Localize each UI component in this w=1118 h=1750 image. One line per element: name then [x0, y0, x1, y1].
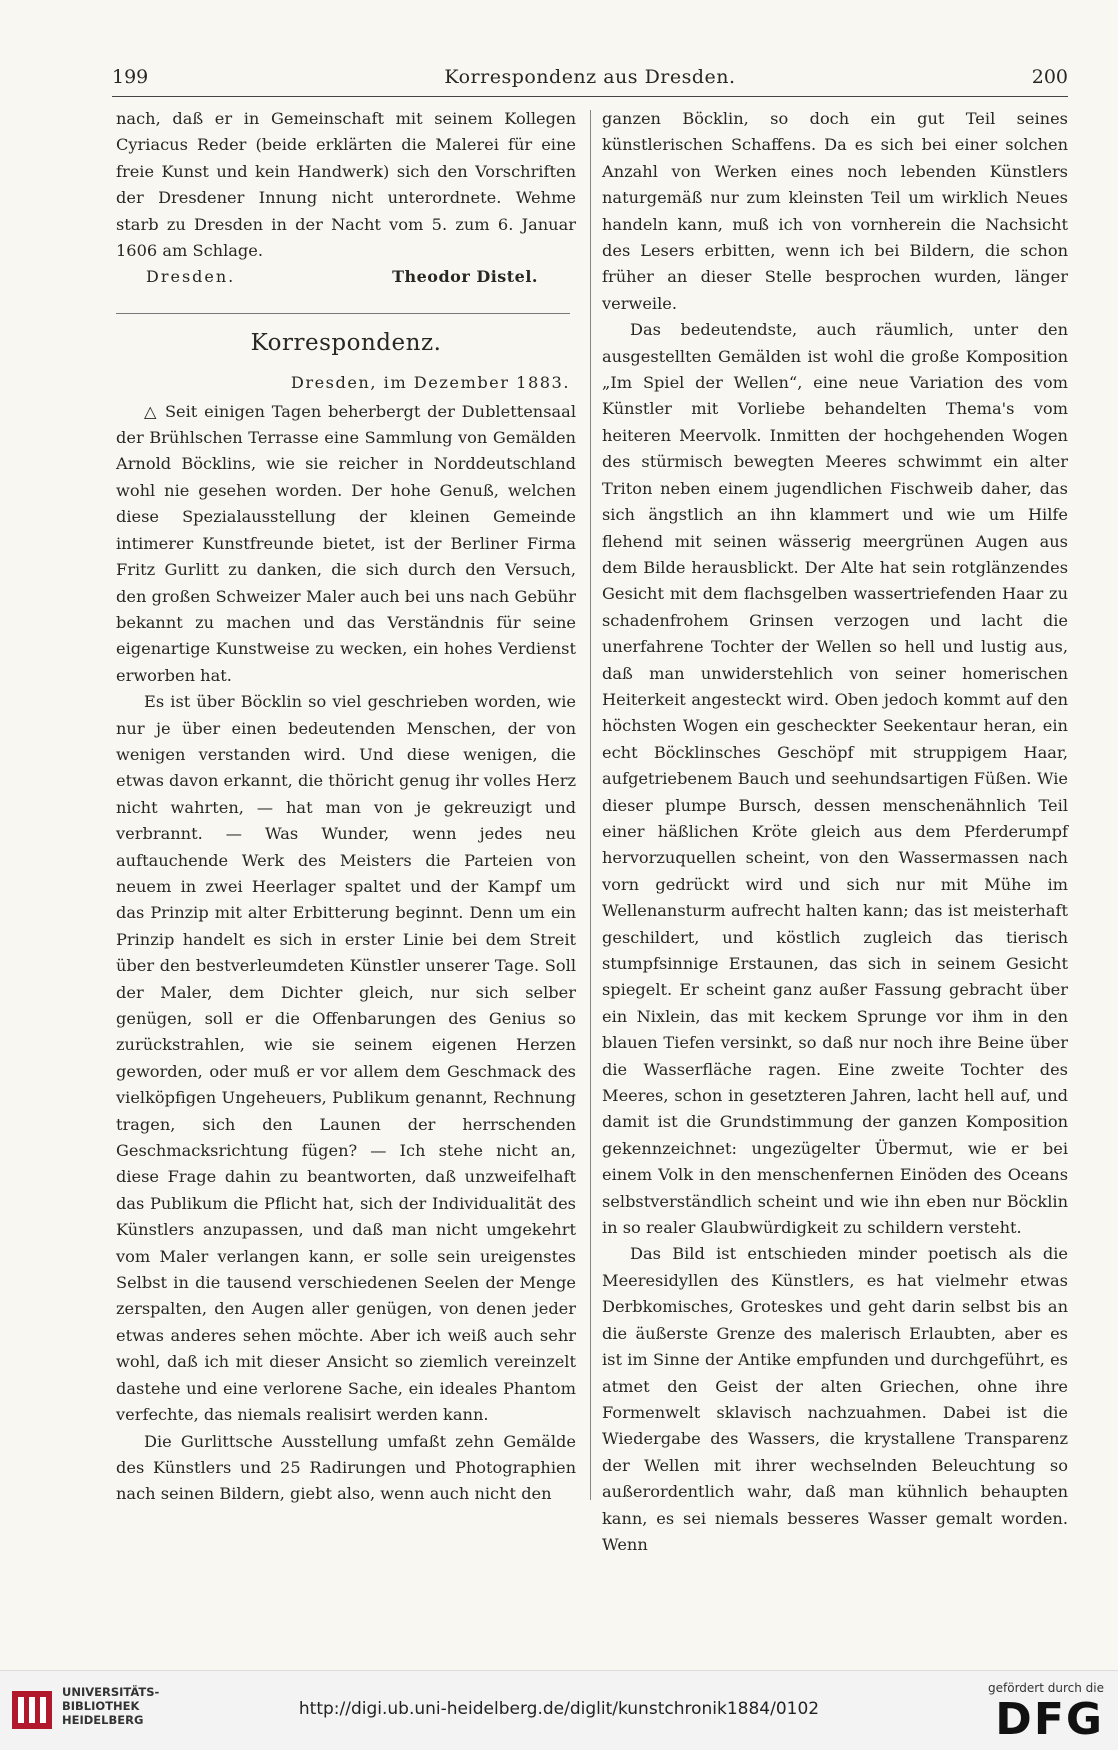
paragraph: Es ist über Böcklin so viel geschrieben worden, wie nur je über einen bedeutenden Menschen, der von wenigen verstanden wird. Und diese wenigen, die etwas davon erkannt, die thöricht genug ihr volles Herz nicht wahrten, — hat man von je gekreuzigt und verbrannt. — Was Wunder, wenn jedes neu auftauchende Werk des Meisters die Parteien von neuem in zwei Heerlager spaltet und der Kampf um das Prinzip mit alter Erbitterung beginnt. Denn um ein Prinzip handelt es sich in erster Linie bei dem Streit über den bestverleumdeten Künstler unserer Tage. Soll der Maler, dem Dichter gleich, nur sich selber genügen, soll er die Offenbarungen des Genius so zurückstrahlen, wie sie seinem eigenen Herzen geworden, oder muß er vor allem dem Geschmack des vielköpfigen Ungeheuers, Publikum genannt, Rechnung tragen, sich den Launen der herrschenden Geschmacksrichtung fügen? — Ich stehe nicht an, diese Frage dahin zu beantworten, daß unzweifelhaft das Publikum die Pflicht hat, sich der Individualität des Künstlers anzupassen, und daß man nicht umgekehrt vom Maler verlangen kann, er solle sein ureigenstes Selbst in die tausend verschiedenen Seelen der Menge zerspalten, den Augen aller genügen, von denen jeder etwas anderes sehen möchte. Aber ich weiß auch sehr wohl, daß ich mit dieser Ansicht so ziemlich vereinzelt dastehe und eine verlorene Sache, ein ideales Phantom verfechte, das niemals realisirt werden kann. [116, 692, 576, 1425]
column-divider [590, 110, 591, 1500]
left-column [116, 106, 576, 1508]
header-rule [112, 96, 1068, 97]
funder-caption: gefördert durch die [988, 1681, 1104, 1695]
library-name: UNIVERSITÄTS- BIBLIOTHEK HEIDELBERG [62, 1685, 160, 1727]
digitization-footer [0, 1670, 1118, 1750]
paragraph-continuation: ganzen Böcklin, so doch ein gut Teil seines künstlerischen Schaffens. Da es sich bei einer solchen Anzahl von Werken eines noch lebenden Künstlers naturgemäß nur zum kleinsten Teil um wirklich Neues handeln kann, muß ich von vornherein die Nachsicht des Lesers erbitten, wenn ich bei Bildern, die schon früher an dieser Stelle besprochen wurden, länger verweile. [602, 109, 1068, 313]
section-separator [116, 313, 570, 314]
page-number-left: 199 [112, 66, 149, 88]
paragraph: Das bedeutendste, auch räumlich, unter den ausgestellten Gemälden ist wohl die große Komposition „Im Spiel der Wellen“, eine neue Variation des vom Künstler mit Vorliebe behandelten Thema's vom heiteren Meervolk. Inmitten der hochgehenden Wogen des stürmisch bewegten Meeres schwimmt ein alter Triton neben einem jugendlichen Fischweib daher, das sich ängstlich an ihn klammert und wie um Hilfe flehend mit seinen wässerig meergrünen Augen aus dem Bilde herausblickt. Der Alte hat sein rotglänzendes Gesicht mit dem flachsgelben wassertriefenden Haar zu schadenfrohem Grinsen verzogen und lacht die unerfahrene Tochter der Wellen so hell und lustig aus, daß man unwiderstehlich von seiner homerischen Heiterkeit angesteckt wird. Oben jedoch kommt auf den höchsten Wogen ein gescheckter Seekentaur heran, ein echt Böcklinsches Geschöpf mit struppigem Haar, aufgetriebenem Bauch und seehundsartigen Füßen. Wie dieser plumpe Bursch, dessen menschenähnlich Teil einer häßlichen Kröte gleich aus dem Pferderumpf hervorzuquellen scheint, von den Wassermassen nach vorn gedrückt wird und sich nur mit Mühe im Wellenansturm aufrecht halten kann; das ist meisterhaft geschildert, und köstlich zugleich das tierisch stumpfsinnige Erstaunen, das sich in seinem Gesicht spiegelt. Er scheint ganz außer Fassung gebracht über ein Nixlein, das mit keckem Sprunge vor ihm in den blauen Tiefen versinkt, so daß nur noch ihre Beine über die Wasserfläche ragen. Eine zweite Tochter des Meeres, schon in gesetzteren Jahren, lacht hell auf, und damit ist die Grundstimmung der ganzen Komposition gekennzeichnet: ungezügelter Übermut, wie er bei einem Volk in den menschenfernen Einöden des Oceans selbstverständlich scheint und wie ihn eben nur Böcklin in so realer Glaubwürdigkeit zu schildern versteht. [602, 320, 1068, 1238]
page-number-right: 200 [1031, 66, 1068, 88]
paragraph-continuation: nach, daß er in Gemeinschaft mit seinem Kollegen Cyriacus Reder (beide erklärten die Malerei für eine freie Kunst und kein Handwerk) sich den Vorschriften der Dresdener Innung nicht unterordnete. Wehme starb zu Dresden in der Nacht vom 5. zum 6. Januar 1606 am Schlage. [116, 109, 576, 261]
page-header [112, 66, 1068, 94]
running-title: Korrespondenz aus Dresden. [444, 66, 736, 88]
right-column [602, 106, 1068, 1558]
dateline: Dresden, im Dezember 1883. [290, 373, 570, 393]
section-title: Korrespondenz. [250, 329, 442, 356]
permalink-url[interactable]: http://digi.ub.uni-heidelberg.de/diglit/kunstchronik1884/0102 [298, 1699, 820, 1719]
signoff-place: Dresden. [146, 267, 236, 287]
article-signoff [116, 264, 576, 290]
dfg-logo-icon: DFG [995, 1694, 1104, 1745]
paragraph: △ Seit einigen Tagen beherbergt der Dublettensaal der Brühlschen Terrasse eine Sammlung von Gemälden Arnold Böcklins, wie sie reicher in Norddeutschland wohl nie gesehen worden. Der hohe Genuß, welchen diese Spezialausstellung der kleinen Gemeinde intimerer Kunstfreunde bietet, ist der Berliner Firma Fritz Gurlitt zu danken, die sich durch den Versuch, den großen Schweizer Maler auch bei uns nach Gebühr bekannt zu machen und das Verständnis für seine eigenartige Kunstweise zu wecken, ein hohes Verdienst erworben hat. [116, 401, 576, 685]
signoff-author: Theodor Distel. [392, 267, 538, 287]
paragraph: Das Bild ist entschieden minder poetisch als die Meeresidyllen des Künstlers, es hat vielmehr etwas Derbkomisches, Groteskes und geht darin selbst bis an die äußerste Grenze des malerisch Erlaubten, aber es ist im Sinne der Antike empfunden und durchgeführt, es atmet den Geist der alten Griechen, ohne ihre Formenwelt sklavisch nachzuahmen. Dabei ist die Wiedergabe des Wassers, die krystallene Transparenz der Wellen mit ihrer wechselnden Beleuchtung so außerordentlich wahr, daß man kühnlich behaupten kann, es sei niemals besseres Wasser gemalt worden. Wenn [602, 1244, 1068, 1554]
paragraph: Die Gurlittsche Ausstellung umfaßt zehn Gemälde des Künstlers und 25 Radirungen und Photographien nach seinen Bildern, giebt also, wenn auch nicht den [116, 1431, 576, 1504]
